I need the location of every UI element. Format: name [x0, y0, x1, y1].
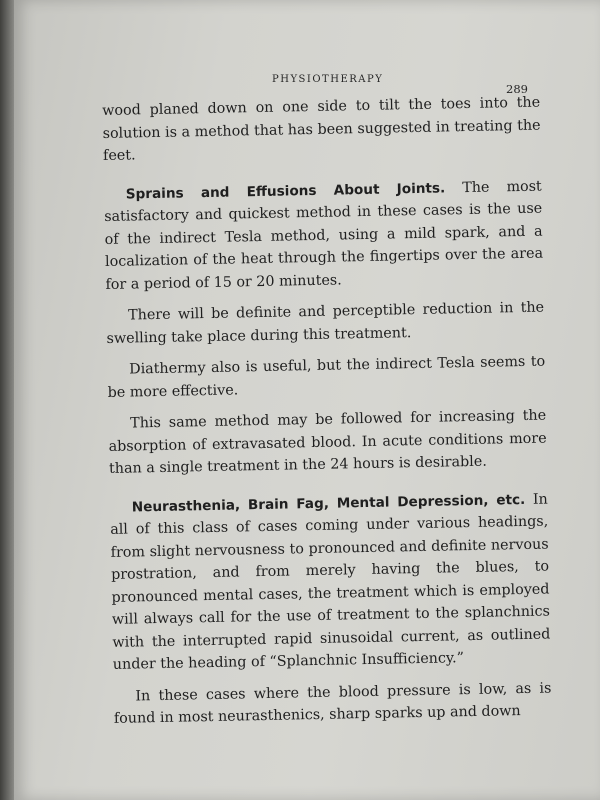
paragraph-7	[113, 677, 552, 730]
section-heading-neurasthenia: Neurasthenia, Brain Fag, Mental Depression, etc.	[131, 491, 526, 516]
section-heading-sprains: Sprains and Effusions About Joints.	[125, 179, 446, 203]
paragraph-text: The most satisfactory and quickest method in these cases is the use of the indirect Tesla method, using a mild spark, and a localization of the heat through the fingertips over the area for a period of 15 or 20 minutes.	[104, 178, 544, 293]
paragraph-sprains	[104, 175, 544, 296]
body-text	[102, 92, 552, 740]
paragraph-1	[102, 92, 541, 168]
book-gutter-edge	[0, 0, 14, 800]
paragraph-4	[107, 351, 546, 404]
paragraph-5	[108, 405, 547, 481]
paragraph-neurasthenia	[110, 488, 551, 676]
paragraph-text: Diathermy also is useful, but the indirect Tesla seems to be more effective.	[107, 353, 546, 401]
book-page	[14, 0, 600, 800]
paragraph-text: This same method may be followed for increasing the absorption of extravasated blood. In acute conditions more than a single treatment in the 24 hours is desirable.	[108, 407, 547, 477]
page-number: 289	[506, 82, 528, 96]
paragraph-text: In all of this class of cases coming under various headings, from slight nervousness to pronounced and definite nervous prostration, and from merely having the blues, to pronounced mental cases, the treatment which is employed will always call for the use of treatment to the splanchnics with the interrupted rapid sinusoidal current, as outlined under the heading of “Splanchnic Insufficiency.”	[110, 491, 551, 673]
paragraph-text: In these cases where the blood pressure is low, as is found in most neurasthenics, sharp sparks up and down	[113, 679, 552, 727]
paragraph-text: There will be definite and perceptible reduction in the swelling take place during this treatment.	[106, 299, 545, 347]
paragraph-text: wood planed down on one side to tilt the toes into the solution is a method that has been suggested in treating the feet.	[102, 94, 541, 164]
paragraph-3	[106, 297, 545, 350]
running-head: PHYSIOTHERAPY	[272, 74, 384, 85]
